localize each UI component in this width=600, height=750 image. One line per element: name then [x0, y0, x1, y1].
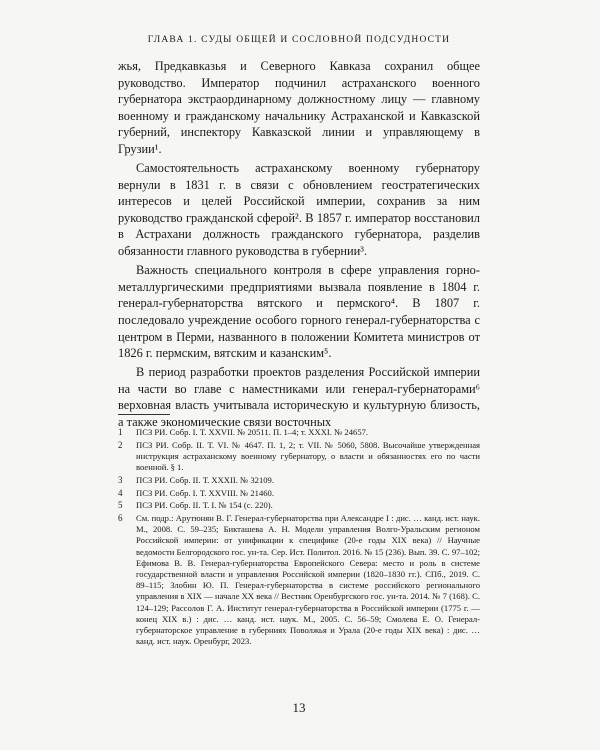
- footnote-number: 5: [118, 500, 123, 511]
- page-number: 13: [292, 700, 306, 715]
- footnote-number: 3: [118, 474, 123, 485]
- main-text: [118, 58, 480, 433]
- footnote: [118, 488, 480, 499]
- footnote-number: 2: [118, 439, 123, 450]
- paragraph: Важность специального контроля в сфере управления горно-металлургическими предприятиями вызвала появление в 1804 г. генерал-губернаторства вятского и пермского⁴. В 1807 г. последовало учреждение особого горного генерал-губернаторства с центром в Перми, названного в положении Комитета министров от 1826 г. пермским, вятским и казанским⁵.: [118, 263, 480, 361]
- footnote: [118, 440, 480, 474]
- footnote-text: ПСЗ РИ. Собр. I. Т. XXVII. № 20511. П. 1–4; т. XXXI. № 24657.: [136, 427, 369, 437]
- footnote-number: 1: [118, 427, 123, 437]
- footnote-text: ПСЗ РИ. Собр. II. Т. VI. № 4647. П. 1, 2; т. VII. № 5060, 5808. Высочайше утвержденная инструкция астраханскому военному губернатору, о власти и обязанностях его по части военной. § 1.: [136, 439, 480, 473]
- paragraph: жья, Предкавказья и Северного Кавказа сохранил общее руководство. Император подчинил астраханского военного губернатора экстраординарному должностному лицу — главному военному и гражданскому начальнику Астраханской и Кавказской губерний, инспектору Кавказской линии и управляющему в Грузии¹.: [118, 59, 480, 156]
- footnote: [118, 475, 480, 486]
- paragraph: В период разработки проектов разделения Российской империи на части во главе с наместниками или генерал-губернаторами⁶ верховная власть учитывала историческую и культурную близость, а также экономические связи восточных: [118, 365, 480, 429]
- running-header: ГЛАВА 1. СУДЫ ОБЩЕЙ И СОСЛОВНОЙ ПОДСУДНОСТИ: [147, 35, 451, 45]
- footnotes: [118, 427, 480, 649]
- footnote: [118, 500, 480, 511]
- footnote-text: ПСЗ РИ. Собр. II. Т. I. № 154 (с. 220).: [136, 500, 273, 511]
- footnote: [118, 513, 480, 647]
- footnote-number: 4: [118, 487, 123, 498]
- footnote-divider: [118, 414, 170, 415]
- footnote-text: См. подр.: Арутюнян В. Г. Генерал-губернаторства при Александре I : дис. … канд. ист. наук. М., 2008. С. 59–235; Бикташева А. Н. Модели управления Волго-Уральским регионом Российской империи: от унификации к специфике (20-е годы XIX века) // Научные ведомости Белгородского гос. ун-та. Сер. Ист. Политол. 2016. № 15 (236). Вып. 39. С. 97–102; Ефимова В. В. Генерал-губернаторства Европейского Севера: место и роль в системе государственной власти и управления Российской империи (1820–1830 гг.). СПб., 2019. С. 89–115; Злобин Ю. П. Генерал-губернаторства в системе российского регионального управления в XIX — начале XX века // Вестник Оренбургского гос. ун-та. 2014. № 7 (168). С. 124–129; Рассолов Г. А. Институт генерал-губернаторства в Российской империи (1775 г. — конец XIX в.) : дис. … канд. ист. наук. М., 2005. С. 56–59; Смолева Е. О. Генерал-губернаторское управление в губерниях Поволжья и Урала (20-е годы XIX века) : дис. … канд. ист. наук. Оренбург, 2023.: [136, 512, 480, 647]
- footnote: [118, 427, 480, 438]
- footnote-text: ПСЗ РИ. Собр. II. Т. XXXII. № 32109.: [136, 474, 274, 485]
- paragraph: Самостоятельность астраханскому военному губернатору вернули в 1831 г. в связи с обновлением геостратегических интересов и целей Российской империи, сохранив за ним руководство гражданской сферой². В 1857 г. император восстановил в Астрахани должность гражданского губернатора, разделив обязанности главного руководства в губернии³.: [118, 161, 480, 259]
- footnote-text: ПСЗ РИ. Собр. I. Т. XXVIII. № 21460.: [136, 487, 274, 498]
- footnote-number: 6: [118, 512, 123, 523]
